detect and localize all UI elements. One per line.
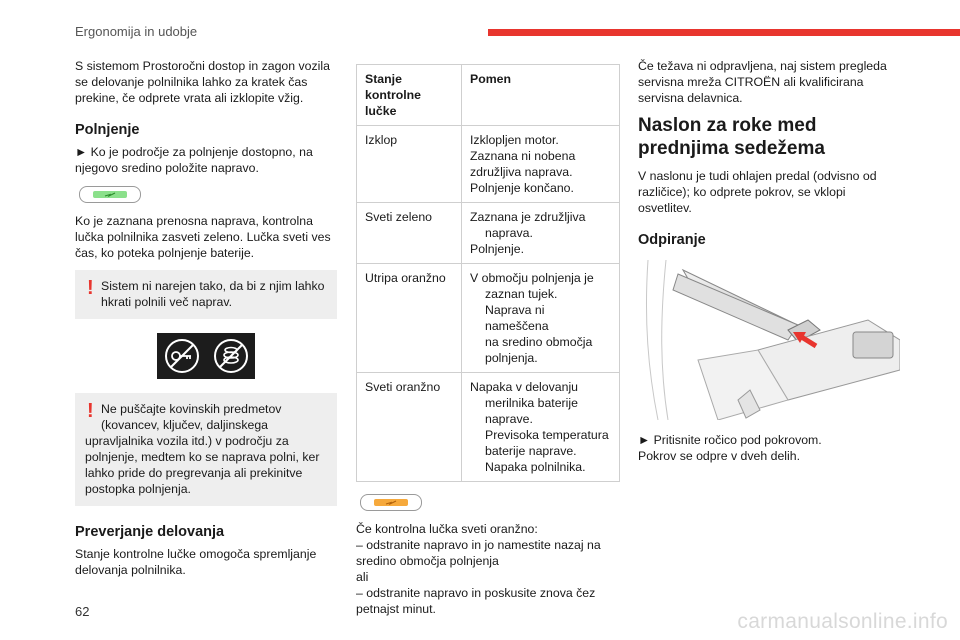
opening-heading: Odpiranje (638, 232, 706, 248)
check-text: Stanje kontrolne lučke omogoča spremljanje delovanja polnilnika. (75, 547, 317, 577)
page-number: 62 (75, 604, 90, 619)
no-key-icon (163, 337, 201, 375)
or-text: ali (356, 570, 369, 584)
orange-led-text: Če kontrolna lučka sveti oranžno: (356, 522, 538, 536)
orange-item-2: – odstranite napravo in poskusite znova čez petnajst minut. (356, 586, 596, 616)
table-cell-state: Sveti zeleno (357, 203, 462, 264)
orange-item-1: – odstranite napravo in jo namestite nazaj na sredino območja polnjenja (356, 538, 601, 568)
table-row (357, 373, 620, 482)
warning-text-rest: upravljalnika vozila itd.) v področju za polnjenje, medtem ko se naprava polni, ker lahko pride do pregrevanja ali prekinitve postopka polnjenja. (85, 434, 320, 496)
check-heading: Preverjanje delovanja (75, 524, 225, 540)
orange-led-icon (360, 494, 422, 511)
armrest-illustration (638, 260, 900, 420)
header-accent-bar (488, 29, 960, 36)
column-2 (356, 64, 620, 617)
green-led-icon (79, 186, 141, 203)
warning-box-metal-objects (75, 393, 337, 506)
table-header-row (357, 65, 620, 126)
warning-text: Sistem ni narejen tako, da bi z njim lahko hkrati polnili več naprav. (101, 279, 325, 309)
charging-step: ► Ko je področje za polnjenje dostopno, na njegovo sredino položite napravo. (75, 145, 313, 175)
table-cell-state: Izklop (357, 126, 462, 203)
table-cell-meaning: Napaka v delovanju merilnika baterije naprave. Previsoka temperatura baterije naprave. Napaka polnilnika. (462, 373, 620, 482)
table-cell-state: Utripa oranžno (357, 264, 462, 373)
opening-step: ► Pritisnite ročico pod pokrovom. (638, 433, 822, 447)
charging-heading: Polnjenje (75, 122, 140, 138)
table-cell-meaning: Zaznana je združljiva naprava. Polnjenje. (462, 203, 620, 264)
table-cell-state: Sveti oranžno (357, 373, 462, 482)
armrest-heading: Naslon za roke med prednjima sedežema (638, 115, 825, 159)
device-detected-text: Ko je zaznana prenosna naprava, kontrolna lučka polnilnika zasveti zeleno. Lučka sveti ves čas, ko poteka polnjenje baterije. (75, 214, 331, 260)
warning-text-first: Ne puščajte kovinskih predmetov (kovancev, ključev, daljinskega (101, 402, 282, 432)
unresolved-text: Če težava ni odpravljena, naj sistem pregleda servisna mreža CITROËN ali kvalificirana servisna delavnica. (638, 59, 887, 105)
column-1 (75, 58, 337, 578)
prohibited-objects-icons (157, 333, 255, 379)
opening-text: Pokrov se odpre v dveh delih. (638, 449, 801, 463)
section-title: Ergonomija in udobje (75, 24, 198, 39)
table-cell-meaning: Izklopljen motor. Zaznana ni nobena združljiva naprava. Polnjenje končano. (462, 126, 620, 203)
watermark: carmanualsonline.info (737, 610, 948, 633)
table-row (357, 126, 620, 203)
table-row (357, 203, 620, 264)
warning-icon: ! (87, 400, 94, 422)
table-header-meaning: Pomen (462, 65, 620, 126)
no-coins-icon (212, 337, 250, 375)
table-header-state: Stanje kontrolne lučke (357, 65, 462, 126)
led-status-table (356, 64, 620, 482)
armrest-text: V naslonu je tudi ohlajen predal (odvisno od različice); ko odprete pokrov, se vklopi osvetlitev. (638, 169, 877, 215)
intro-paragraph: S sistemom Prostoročni dostop in zagon vozila se delovanje polnilnika lahko za kratek čas prekine, če odprete vrata ali izklopite vžig. (75, 59, 330, 105)
warning-box-multiple-devices (75, 270, 337, 319)
table-cell-meaning: V območju polnjenja je zaznan tujek. Naprava ni nameščena na sredino območja polnjenja. (462, 264, 620, 373)
warning-icon: ! (87, 277, 94, 299)
table-row (357, 264, 620, 373)
column-3 (638, 58, 900, 464)
